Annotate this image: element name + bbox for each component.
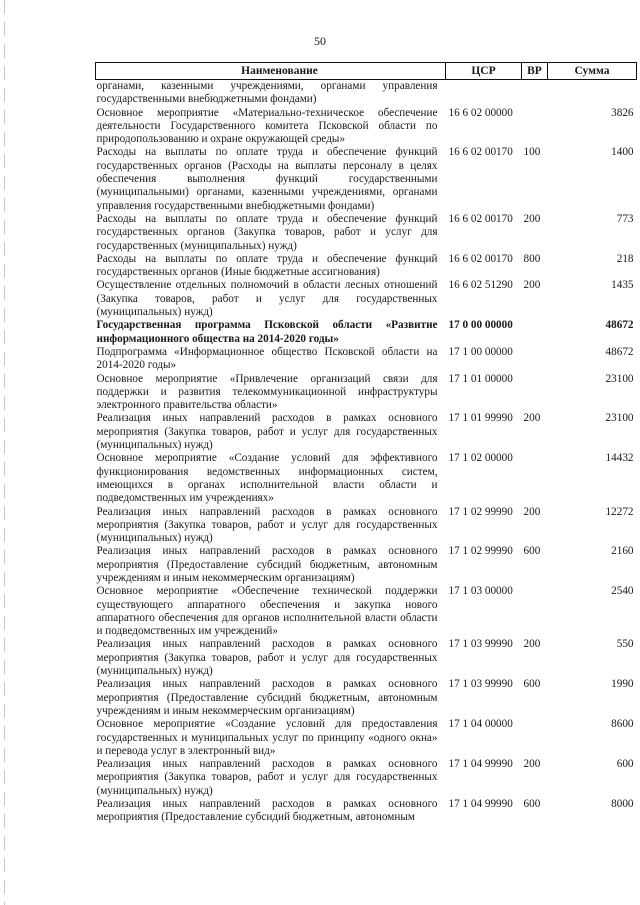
- table-row: [96, 718, 637, 758]
- header-csr: ЦСР: [446, 63, 522, 80]
- row-csr-cell: 16 6 02 00170: [448, 146, 513, 159]
- table-row: [96, 346, 637, 373]
- table-header-row: [96, 63, 637, 80]
- row-sum-cell: 1990: [611, 678, 634, 691]
- header-vr: ВР: [522, 63, 548, 80]
- row-vr-cell: 600: [523, 678, 541, 691]
- row-vr-cell: [522, 80, 548, 107]
- budget-table-container: [95, 62, 636, 825]
- row-vr-cell: 200: [523, 505, 541, 518]
- row-name-cell: Государственная программа Псковской области «Развитие информационного общества на 2014-2020 годы»: [96, 319, 438, 345]
- scan-edge-artifact: [4, 0, 5, 905]
- row-csr-cell: 17 1 03 00000: [448, 585, 513, 598]
- row-sum-cell: 550: [616, 638, 634, 651]
- table-row: [96, 146, 637, 212]
- row-csr-cell: 17 1 02 99990: [448, 545, 513, 558]
- table-row: [96, 678, 637, 718]
- table-row: [96, 253, 637, 280]
- table-row: [96, 545, 637, 585]
- row-csr-cell: 17 1 02 99990: [448, 505, 513, 518]
- row-name-cell: Расходы на выплаты по оплате труда и обеспечение функций государственных органов (Расходы на выплаты персоналу в целях обеспечения выполнения функций государственными (муниципальными) органами, казенными учреждениями, органами управления государственными внебюджетными фондами): [96, 146, 438, 212]
- table-row: [96, 107, 637, 147]
- row-csr-cell: 17 1 04 99990: [448, 798, 513, 811]
- row-sum-cell: 48672: [605, 345, 634, 358]
- row-sum-cell: 1400: [611, 146, 634, 159]
- row-name-cell: Расходы на выплаты по оплате труда и обеспечение функций государственных органов (Иные бюджетные ассигнования): [96, 252, 438, 279]
- row-name-cell: Расходы на выплаты по оплате труда и обеспечение функций государственных органов (Закупка товаров, работ и услуг для государственных (муниципальных) нужд): [96, 212, 438, 252]
- table-row: [96, 279, 637, 319]
- row-vr-cell: [522, 107, 548, 147]
- row-vr-cell: [522, 373, 548, 413]
- row-csr-cell: 17 1 04 99990: [448, 758, 513, 771]
- table-row: [96, 758, 637, 798]
- row-name-cell: Реализация иных направлений расходов в рамках основного мероприятия (Закупка товаров, работ и услуг для государственных (муниципальных) нужд): [96, 412, 438, 452]
- table-body: [96, 80, 637, 825]
- row-sum-cell: 1435: [611, 279, 634, 292]
- table-row: [96, 638, 637, 678]
- row-vr-cell: [522, 585, 548, 638]
- row-name-cell: Основное мероприятие «Привлечение организаций связи для поддержки и развития телекоммуникационной инфраструктуры электронного правительства области»: [96, 372, 438, 412]
- row-name-cell: Реализация иных направлений расходов в рамках основного мероприятия (Предоставление субсидий бюджетным, автономным учреждениям и иным некоммерческим организациям): [96, 678, 438, 717]
- row-name-cell: Реализация иных направлений расходов в рамках основного мероприятия (Предоставление субсидий бюджетным, автономным учреждениям и иным некоммерческим организациям): [96, 545, 438, 584]
- row-sum-cell: 48672: [605, 319, 634, 332]
- row-name-cell: Реализация иных направлений расходов в рамках основного мероприятия (Закупка товаров, работ и услуг для государственных (муниципальных) нужд): [96, 758, 438, 797]
- row-csr-cell: 17 1 02 00000: [448, 452, 513, 465]
- table-row: [96, 319, 637, 346]
- row-vr-cell: 200: [523, 279, 541, 292]
- table-row: [96, 412, 637, 452]
- row-sum-cell: 14432: [605, 452, 634, 465]
- row-sum-cell: 23100: [605, 412, 634, 425]
- row-name-cell: Реализация иных направлений расходов в рамках основного мероприятия (Предоставление субсидий бюджетным, автономным: [96, 798, 438, 824]
- row-csr-cell: 16 6 02 00000: [448, 106, 513, 119]
- row-name-cell: Основное мероприятие «Создание условий для эффективного функционирования ведомственных информационных систем, имеющихся в органах исполнительной власти области и подведомственных им учреждениях»: [96, 452, 438, 505]
- table-row: [96, 80, 637, 107]
- row-vr-cell: 200: [523, 638, 541, 651]
- row-vr-cell: 200: [523, 758, 541, 771]
- row-vr-cell: 600: [523, 798, 541, 811]
- row-sum-cell: [548, 80, 637, 107]
- row-sum-cell: 8600: [611, 718, 634, 731]
- table-row: [96, 798, 637, 825]
- budget-table: [95, 62, 637, 825]
- row-sum-cell: 12272: [605, 505, 634, 518]
- table-row: [96, 452, 637, 505]
- row-vr-cell: 200: [523, 412, 541, 425]
- row-csr-cell: 17 1 01 99990: [448, 412, 513, 425]
- header-name: Наименование: [96, 63, 446, 80]
- row-name-cell: Подпрограмма «Информационное общество Псковской области на 2014-2020 годы»: [96, 345, 438, 372]
- row-sum-cell: 3826: [611, 106, 634, 119]
- row-csr-cell: [446, 80, 522, 107]
- row-vr-cell: 600: [523, 545, 541, 558]
- row-csr-cell: 17 1 01 00000: [448, 372, 513, 385]
- row-sum-cell: 2160: [611, 545, 634, 558]
- row-name-cell: Основное мероприятие «Материально-техническое обеспечение деятельности Государственного комитета Псковской области по природопользованию и охране окружающей среды»: [96, 106, 438, 146]
- row-sum-cell: 600: [616, 758, 634, 771]
- row-csr-cell: 17 1 03 99990: [448, 678, 513, 691]
- row-vr-cell: 100: [523, 146, 541, 159]
- row-csr-cell: 17 1 04 00000: [448, 718, 513, 731]
- page-number: 50: [314, 34, 326, 48]
- row-vr-cell: 200: [523, 212, 541, 225]
- row-name-cell: Реализация иных направлений расходов в рамках основного мероприятия (Закупка товаров, работ и услуг для государственных (муниципальных) нужд): [96, 638, 438, 678]
- table-row: [96, 373, 637, 413]
- row-sum-cell: 218: [616, 252, 634, 265]
- row-name-cell: Основное мероприятие «Создание условий для предоставления государственных и муниципальных услуг по принципу «одного окна» и перевода услуг в электронный вид»: [96, 718, 438, 757]
- row-sum-cell: 8000: [611, 798, 634, 811]
- row-vr-cell: [522, 346, 548, 373]
- row-name-cell: Осуществление отдельных полномочий в области лесных отношений (Закупка товаров, работ и услуг для государственных (муниципальных) нужд): [96, 279, 438, 319]
- table-row: [96, 506, 637, 546]
- row-vr-cell: [522, 718, 548, 758]
- row-vr-cell: [522, 319, 548, 346]
- row-name-cell: Реализация иных направлений расходов в рамках основного мероприятия (Закупка товаров, работ и услуг для государственных (муниципальных) нужд): [96, 505, 438, 545]
- row-name-cell: Основное мероприятие «Обеспечение технической поддержки существующего аппаратного обеспечения и закупка нового аппаратного обеспечения для органов исполнительной власти области и подведомственных им учреждений»: [96, 585, 438, 638]
- row-csr-cell: 17 1 00 00000: [448, 345, 513, 358]
- row-csr-cell: 17 1 03 99990: [448, 638, 513, 651]
- table-row: [96, 213, 637, 253]
- row-sum-cell: 2540: [611, 585, 634, 598]
- row-csr-cell: 16 6 02 00170: [448, 212, 513, 225]
- row-csr-cell: 16 6 02 51290: [448, 279, 513, 292]
- row-name-cell: органами, казенными учреждениями, органами управления государственными внебюджетными фондами): [96, 80, 438, 106]
- header-sum: Сумма: [548, 63, 637, 80]
- row-csr-cell: 16 6 02 00170: [448, 252, 513, 265]
- row-vr-cell: [522, 452, 548, 505]
- row-sum-cell: 23100: [605, 372, 634, 385]
- row-vr-cell: 800: [523, 252, 541, 265]
- table-row: [96, 585, 637, 638]
- row-sum-cell: 773: [616, 212, 634, 225]
- row-csr-cell: 17 0 00 00000: [448, 319, 513, 332]
